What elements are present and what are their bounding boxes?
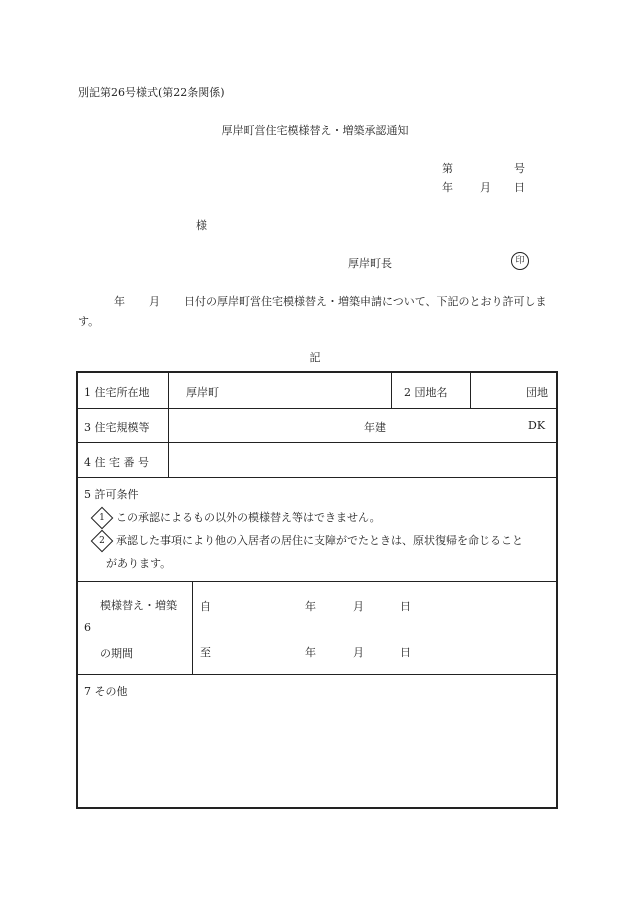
- size-dk: DK: [528, 419, 546, 432]
- condition-text: 承認した事項により他の入居者の居住に支障がでたときは、原状復帰を命じること: [116, 534, 523, 547]
- body-year: 年: [114, 295, 125, 308]
- conditions-label: 5 許可条件: [84, 488, 139, 501]
- date-year: 年: [442, 181, 453, 194]
- row-divider: [78, 442, 556, 443]
- sender: 厚岸町長: [348, 257, 392, 270]
- address-label: 1 住宅所在地: [84, 386, 150, 399]
- other-label: 7 その他: [84, 685, 128, 698]
- row-divider: [78, 477, 556, 478]
- number-dai: 第: [442, 162, 453, 175]
- condition-item: [94, 509, 381, 526]
- period-from-year: 年: [305, 600, 316, 613]
- house-number-label: 4 住 宅 番 号: [84, 456, 149, 469]
- col-divider: [391, 373, 392, 408]
- number-go: 号: [514, 162, 525, 175]
- period-number: 6: [84, 621, 91, 634]
- ki-heading: 記: [309, 351, 321, 364]
- body-month: 月: [149, 295, 160, 308]
- number-2-icon: 2: [91, 530, 114, 553]
- period-to-year: 年: [305, 646, 316, 659]
- col-divider: [470, 373, 471, 408]
- form-label: 別記第26号様式(第22条関係): [78, 86, 225, 99]
- body-sentence: 日付の厚岸町営住宅模様替え・増築申請について、下記のとおり許可します。: [78, 295, 547, 328]
- body-text: [78, 292, 554, 332]
- col-divider: [192, 581, 193, 674]
- period-from: 自: [200, 600, 211, 613]
- condition-text: この承認によるもの以外の模様替え等はできません。: [116, 511, 381, 524]
- period-label-top: 模様替え・増築: [100, 599, 177, 612]
- row-divider: [78, 674, 556, 675]
- col-divider: [168, 373, 169, 408]
- condition-continuation: があります。: [106, 557, 172, 570]
- period-from-day: 日: [400, 600, 411, 613]
- row-divider: [78, 581, 556, 582]
- period-to-day: 日: [400, 646, 411, 659]
- date-day: 日: [514, 181, 525, 194]
- col-divider: [168, 408, 169, 477]
- seal-icon: 印: [511, 252, 529, 270]
- period-to-month: 月: [353, 646, 364, 659]
- complex-label: 2 団地名: [404, 386, 448, 399]
- date-month: 月: [480, 181, 491, 194]
- row-divider: [78, 408, 556, 409]
- document-title: 厚岸町営住宅模様替え・増築承認通知: [221, 124, 409, 137]
- period-to: 至: [200, 646, 211, 659]
- size-built-year: 年建: [364, 421, 386, 434]
- period-from-month: 月: [353, 600, 364, 613]
- size-label: 3 住宅規模等: [84, 421, 150, 434]
- condition-item: [94, 532, 523, 549]
- complex-value: 団地: [526, 386, 548, 399]
- addressee: 様: [196, 219, 207, 232]
- period-label-bottom: の期間: [100, 647, 133, 660]
- number-1-icon: 1: [91, 507, 114, 530]
- address-value: 厚岸町: [186, 386, 219, 399]
- notice-table: [76, 371, 558, 809]
